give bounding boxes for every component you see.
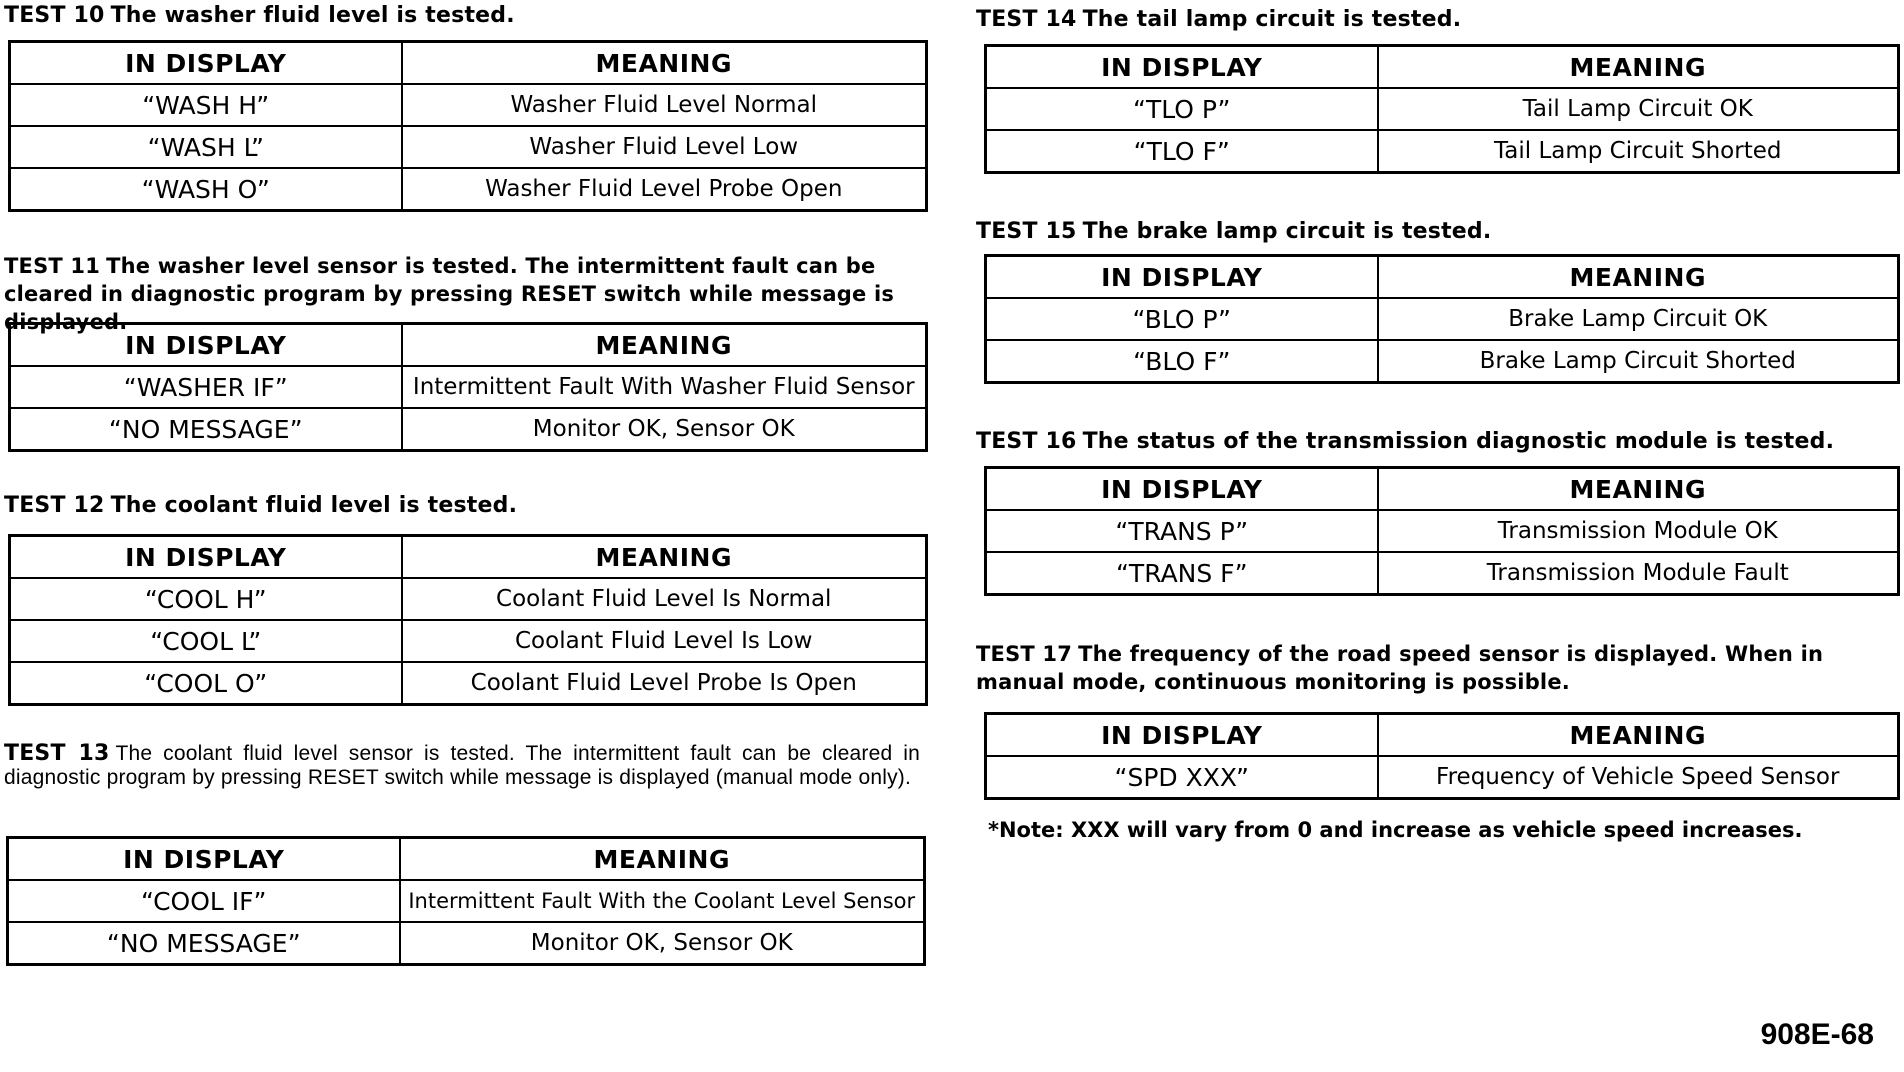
display-code: “TLO P” [986,88,1378,130]
display-code: “COOL O” [10,662,402,705]
table-row [986,130,1899,173]
test-17-table [984,712,1900,800]
test-12-table [8,534,928,706]
display-code: “NO MESSAGE” [10,408,402,451]
test-13-number: TEST 13 [4,741,110,766]
display-code: “COOL IF” [8,880,400,922]
table-row [986,340,1899,383]
test-13-table [6,836,926,966]
test-16-table [984,466,1900,596]
col-header-in-display: IN DISPLAY [10,324,402,367]
table-row [10,620,927,662]
col-header-in-display: IN DISPLAY [986,256,1378,299]
test-16-heading [976,428,1900,456]
test-16-block [976,428,1900,456]
test-17-number: TEST 17 [976,642,1073,666]
test-15-table [984,254,1900,384]
display-code: “NO MESSAGE” [8,922,400,965]
test-11-description: The washer level sensor is tested. The intermittent fault can be cleared in diagnostic program by pressing RESET switch while message is displayed. [4,254,895,334]
table-row [10,662,927,705]
display-code: “COOL H” [10,578,402,620]
display-code: “WASH O” [10,168,402,211]
table-row [986,756,1899,799]
meaning-cell: Coolant Fluid Level Is Normal [402,578,927,620]
test-12-heading [4,492,928,520]
meaning-cell: Tail Lamp Circuit Shorted [1378,130,1899,173]
test-13-block [4,742,920,790]
display-code: “TRANS F” [986,552,1378,595]
display-code: “WASH L” [10,126,402,168]
meaning-cell: Monitor OK, Sensor OK [400,922,925,965]
table-row [986,552,1899,595]
col-header-meaning: MEANING [1378,46,1899,89]
col-header-in-display: IN DISPLAY [986,714,1378,757]
display-code: “TLO F” [986,130,1378,173]
speed-note: *Note: XXX will vary from 0 and increase as vehicle speed increases. [988,818,1803,842]
test-12-description: The coolant fluid level is tested. [110,493,518,518]
test-15-heading [976,218,1900,246]
test-14-heading [976,6,1900,34]
table-row [10,366,927,408]
table-row [8,880,925,922]
test-14-number: TEST 14 [976,7,1077,32]
meaning-cell: Coolant Fluid Level Probe Is Open [402,662,927,705]
meaning-cell: Washer Fluid Level Probe Open [402,168,927,211]
test-12-number: TEST 12 [4,493,105,518]
test-10-number: TEST 10 [4,3,105,28]
test-13-description: The coolant fluid level sensor is tested. The intermittent fault can be cleared in diagnostic program by pressing RESET switch while message is displayed (manual mode only). [4,742,921,789]
test-14-block [976,6,1900,34]
col-header-in-display: IN DISPLAY [986,46,1378,89]
col-header-meaning: MEANING [400,838,925,881]
table-row [10,84,927,126]
display-code: “TRANS P” [986,510,1378,552]
table-row [986,298,1899,340]
display-code: “WASH H” [10,84,402,126]
test-10-heading [4,2,928,30]
table-row [8,922,925,965]
col-header-meaning: MEANING [402,42,927,85]
col-header-in-display: IN DISPLAY [10,42,402,85]
meaning-cell: Frequency of Vehicle Speed Sensor [1378,756,1899,799]
test-12-block [4,492,928,520]
col-header-meaning: MEANING [1378,256,1899,299]
col-header-in-display: IN DISPLAY [10,536,402,579]
table-row [986,88,1899,130]
test-17-heading [976,640,1896,696]
meaning-cell: Brake Lamp Circuit OK [1378,298,1899,340]
page-id: 908E-68 [1760,1018,1874,1051]
test-15-description: The brake lamp circuit is tested. [1082,219,1492,244]
meaning-cell: Coolant Fluid Level Is Low [402,620,927,662]
test-16-description: The status of the transmission diagnostic module is tested. [1082,429,1835,454]
test-10-table [8,40,928,212]
col-header-meaning: MEANING [402,536,927,579]
meaning-cell: Washer Fluid Level Low [402,126,927,168]
test-11-table [8,322,928,452]
test-17-block [976,640,1896,696]
meaning-cell: Intermittent Fault With Washer Fluid Sensor [402,366,927,408]
meaning-cell: Transmission Module Fault [1378,552,1899,595]
display-code: “BLO F” [986,340,1378,383]
meaning-cell: Intermittent Fault With the Coolant Level Sensor [400,880,925,922]
display-code: “BLO P” [986,298,1378,340]
col-header-meaning: MEANING [1378,468,1899,511]
col-header-in-display: IN DISPLAY [8,838,400,881]
meaning-cell: Brake Lamp Circuit Shorted [1378,340,1899,383]
test-17-description: The frequency of the road speed sensor is displayed. When in manual mode, continuous monitoring is possible. [976,642,1824,694]
test-13-heading [4,742,920,790]
test-15-number: TEST 15 [976,219,1077,244]
meaning-cell: Washer Fluid Level Normal [402,84,927,126]
test-15-block [976,218,1900,246]
test-16-number: TEST 16 [976,429,1077,454]
test-14-description: The tail lamp circuit is tested. [1082,7,1462,32]
col-header-in-display: IN DISPLAY [986,468,1378,511]
test-14-table [984,44,1900,174]
col-header-meaning: MEANING [402,324,927,367]
test-10-block [4,2,928,30]
table-row [10,126,927,168]
display-code: “COOL L” [10,620,402,662]
table-row [10,578,927,620]
meaning-cell: Transmission Module OK [1378,510,1899,552]
col-header-meaning: MEANING [1378,714,1899,757]
table-row [10,168,927,211]
display-code: “SPD XXX” [986,756,1378,799]
test-11-number: TEST 11 [4,254,101,278]
display-code: “WASHER IF” [10,366,402,408]
meaning-cell: Monitor OK, Sensor OK [402,408,927,451]
table-row [986,510,1899,552]
test-10-description: The washer fluid level is tested. [110,3,515,28]
meaning-cell: Tail Lamp Circuit OK [1378,88,1899,130]
table-row [10,408,927,451]
